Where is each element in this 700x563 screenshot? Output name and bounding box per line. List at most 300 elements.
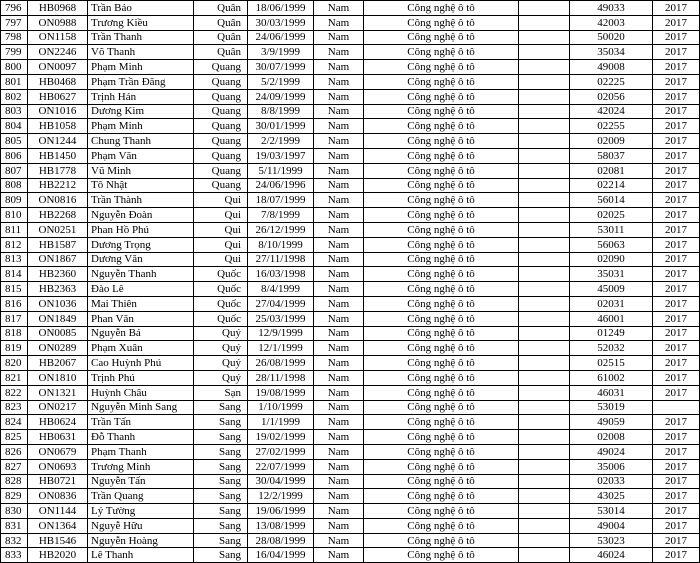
number-cell: 50020 xyxy=(570,30,653,45)
first-name-cell: Quang xyxy=(194,74,248,89)
birth-date-cell: 26/08/1999 xyxy=(248,356,314,371)
birth-date-cell: 28/11/1998 xyxy=(248,370,314,385)
table-row xyxy=(1,60,700,75)
last-name-cell: Võ Thanh xyxy=(88,45,194,60)
last-name-cell: Trần Thanh xyxy=(88,30,194,45)
last-name-cell: Dương Trọng xyxy=(88,237,194,252)
student-code-cell: ON0816 xyxy=(28,193,88,208)
last-name-cell: Trần Quang xyxy=(88,489,194,504)
gender-cell: Nam xyxy=(314,15,364,30)
student-code-cell: HB2360 xyxy=(28,267,88,282)
birth-date-cell: 18/07/1999 xyxy=(248,193,314,208)
empty-cell xyxy=(519,385,570,400)
row-number-cell: 812 xyxy=(1,237,28,252)
row-number-cell: 797 xyxy=(1,15,28,30)
number-cell: 02025 xyxy=(570,208,653,223)
year-cell: 2017 xyxy=(653,74,700,89)
table-row xyxy=(1,459,700,474)
student-code-cell: ON0836 xyxy=(28,489,88,504)
year-cell: 2017 xyxy=(653,267,700,282)
year-cell: 2017 xyxy=(653,533,700,548)
table-row xyxy=(1,119,700,134)
birth-date-cell: 30/01/1999 xyxy=(248,119,314,134)
row-number-cell: 807 xyxy=(1,163,28,178)
birth-date-cell: 8/8/1999 xyxy=(248,104,314,119)
number-cell: 02090 xyxy=(570,252,653,267)
last-name-cell: Nguyễn Minh Sang xyxy=(88,400,194,415)
row-number-cell: 798 xyxy=(1,30,28,45)
empty-cell xyxy=(519,533,570,548)
major-cell: Công nghệ ô tô xyxy=(364,444,519,459)
table-row xyxy=(1,533,700,548)
empty-cell xyxy=(519,45,570,60)
last-name-cell: Tô Nhật xyxy=(88,178,194,193)
major-cell: Công nghệ ô tô xyxy=(364,282,519,297)
birth-date-cell: 16/04/1999 xyxy=(248,548,314,563)
student-code-cell: HB2363 xyxy=(28,282,88,297)
major-cell: Công nghệ ô tô xyxy=(364,30,519,45)
table-row xyxy=(1,252,700,267)
birth-date-cell: 16/03/1998 xyxy=(248,267,314,282)
first-name-cell: Sang xyxy=(194,548,248,563)
table-row xyxy=(1,444,700,459)
year-cell: 2017 xyxy=(653,134,700,149)
student-code-cell: HB0721 xyxy=(28,474,88,489)
number-cell: 52032 xyxy=(570,341,653,356)
gender-cell: Nam xyxy=(314,222,364,237)
number-cell: 02515 xyxy=(570,356,653,371)
table-row xyxy=(1,518,700,533)
student-code-cell: HB1587 xyxy=(28,237,88,252)
birth-date-cell: 27/02/1999 xyxy=(248,444,314,459)
first-name-cell: Quốc xyxy=(194,282,248,297)
row-number-cell: 805 xyxy=(1,134,28,149)
first-name-cell: Sang xyxy=(194,430,248,445)
birth-date-cell: 18/06/1999 xyxy=(248,1,314,16)
number-cell: 43025 xyxy=(570,489,653,504)
first-name-cell: Quang xyxy=(194,104,248,119)
row-number-cell: 796 xyxy=(1,1,28,16)
major-cell: Công nghệ ô tô xyxy=(364,119,519,134)
year-cell: 2017 xyxy=(653,385,700,400)
year-cell: 2017 xyxy=(653,282,700,297)
empty-cell xyxy=(519,430,570,445)
empty-cell xyxy=(519,74,570,89)
last-name-cell: Trương Minh xyxy=(88,459,194,474)
year-cell: 2017 xyxy=(653,45,700,60)
student-code-cell: ON0679 xyxy=(28,444,88,459)
row-number-cell: 821 xyxy=(1,370,28,385)
birth-date-cell: 30/03/1999 xyxy=(248,15,314,30)
birth-date-cell: 8/10/1999 xyxy=(248,237,314,252)
row-number-cell: 828 xyxy=(1,474,28,489)
table-row xyxy=(1,163,700,178)
major-cell: Công nghệ ô tô xyxy=(364,370,519,385)
major-cell: Công nghệ ô tô xyxy=(364,193,519,208)
row-number-cell: 802 xyxy=(1,89,28,104)
number-cell: 02255 xyxy=(570,119,653,134)
last-name-cell: Vũ Minh xyxy=(88,163,194,178)
year-cell: 2017 xyxy=(653,430,700,445)
first-name-cell: Qui xyxy=(194,208,248,223)
year-cell: 2017 xyxy=(653,89,700,104)
student-code-cell: HB2212 xyxy=(28,178,88,193)
last-name-cell: Phan Hồ Phú xyxy=(88,222,194,237)
empty-cell xyxy=(519,178,570,193)
row-number-cell: 827 xyxy=(1,459,28,474)
major-cell: Công nghệ ô tô xyxy=(364,178,519,193)
gender-cell: Nam xyxy=(314,134,364,149)
birth-date-cell: 3/9/1999 xyxy=(248,45,314,60)
table-row xyxy=(1,400,700,415)
last-name-cell: Lý Tường xyxy=(88,504,194,519)
year-cell: 2017 xyxy=(653,119,700,134)
gender-cell: Nam xyxy=(314,548,364,563)
gender-cell: Nam xyxy=(314,518,364,533)
last-name-cell: Trương Kiều xyxy=(88,15,194,30)
table-row xyxy=(1,311,700,326)
year-cell: 2017 xyxy=(653,415,700,430)
year-cell: 2017 xyxy=(653,341,700,356)
last-name-cell: Dương Văn xyxy=(88,252,194,267)
student-code-cell: HB0468 xyxy=(28,74,88,89)
major-cell: Công nghệ ô tô xyxy=(364,267,519,282)
row-number-cell: 825 xyxy=(1,430,28,445)
row-number-cell: 814 xyxy=(1,267,28,282)
major-cell: Công nghệ ô tô xyxy=(364,163,519,178)
empty-cell xyxy=(519,282,570,297)
table-row xyxy=(1,193,700,208)
first-name-cell: Quốc xyxy=(194,311,248,326)
major-cell: Công nghệ ô tô xyxy=(364,60,519,75)
major-cell: Công nghệ ô tô xyxy=(364,1,519,16)
first-name-cell: Sang xyxy=(194,489,248,504)
first-name-cell: Sang xyxy=(194,533,248,548)
major-cell: Công nghệ ô tô xyxy=(364,459,519,474)
gender-cell: Nam xyxy=(314,267,364,282)
birth-date-cell: 13/08/1999 xyxy=(248,518,314,533)
major-cell: Công nghệ ô tô xyxy=(364,104,519,119)
gender-cell: Nam xyxy=(314,1,364,16)
last-name-cell: Phan Văn xyxy=(88,311,194,326)
last-name-cell: Trần Thành xyxy=(88,193,194,208)
empty-cell xyxy=(519,222,570,237)
row-number-cell: 824 xyxy=(1,415,28,430)
empty-cell xyxy=(519,15,570,30)
major-cell: Công nghệ ô tô xyxy=(364,252,519,267)
row-number-cell: 804 xyxy=(1,119,28,134)
major-cell: Công nghệ ô tô xyxy=(364,134,519,149)
first-name-cell: Sang xyxy=(194,444,248,459)
last-name-cell: Đỗ Thanh xyxy=(88,430,194,445)
table-row xyxy=(1,74,700,89)
table-row xyxy=(1,326,700,341)
student-code-cell: HB0968 xyxy=(28,1,88,16)
first-name-cell: Sạn xyxy=(194,385,248,400)
table-row xyxy=(1,385,700,400)
major-cell: Công nghệ ô tô xyxy=(364,430,519,445)
last-name-cell: Phạm Xuân xyxy=(88,341,194,356)
birth-date-cell: 7/8/1999 xyxy=(248,208,314,223)
year-cell: 2017 xyxy=(653,30,700,45)
table-row xyxy=(1,341,700,356)
student-code-cell: ON0097 xyxy=(28,60,88,75)
student-code-cell: HB0631 xyxy=(28,430,88,445)
student-code-cell: ON0289 xyxy=(28,341,88,356)
row-number-cell: 826 xyxy=(1,444,28,459)
table-row xyxy=(1,474,700,489)
birth-date-cell: 2/2/1999 xyxy=(248,134,314,149)
last-name-cell: Phạm Trần Đăng xyxy=(88,74,194,89)
row-number-cell: 803 xyxy=(1,104,28,119)
first-name-cell: Quang xyxy=(194,134,248,149)
first-name-cell: Quân xyxy=(194,1,248,16)
student-code-cell: ON1849 xyxy=(28,311,88,326)
year-cell: 2017 xyxy=(653,548,700,563)
year-cell: 2017 xyxy=(653,311,700,326)
empty-cell xyxy=(519,326,570,341)
first-name-cell: Quang xyxy=(194,178,248,193)
number-cell: 53014 xyxy=(570,504,653,519)
year-cell: 2017 xyxy=(653,163,700,178)
major-cell: Công nghệ ô tô xyxy=(364,89,519,104)
major-cell: Công nghệ ô tô xyxy=(364,474,519,489)
birth-date-cell: 26/12/1999 xyxy=(248,222,314,237)
empty-cell xyxy=(519,296,570,311)
number-cell: 53019 xyxy=(570,400,653,415)
empty-cell xyxy=(519,193,570,208)
row-number-cell: 808 xyxy=(1,178,28,193)
number-cell: 49024 xyxy=(570,444,653,459)
empty-cell xyxy=(519,252,570,267)
year-cell: 2017 xyxy=(653,237,700,252)
last-name-cell: Phạm Minh xyxy=(88,60,194,75)
year-cell: 2017 xyxy=(653,444,700,459)
student-code-cell: ON1810 xyxy=(28,370,88,385)
major-cell: Công nghệ ô tô xyxy=(364,15,519,30)
birth-date-cell: 28/08/1999 xyxy=(248,533,314,548)
empty-cell xyxy=(519,104,570,119)
first-name-cell: Qui xyxy=(194,222,248,237)
number-cell: 53011 xyxy=(570,222,653,237)
major-cell: Công nghệ ô tô xyxy=(364,504,519,519)
row-number-cell: 817 xyxy=(1,311,28,326)
number-cell: 49059 xyxy=(570,415,653,430)
number-cell: 02225 xyxy=(570,74,653,89)
first-name-cell: Sang xyxy=(194,400,248,415)
empty-cell xyxy=(519,341,570,356)
student-code-cell: ON0693 xyxy=(28,459,88,474)
number-cell: 45009 xyxy=(570,282,653,297)
empty-cell xyxy=(519,518,570,533)
number-cell: 46031 xyxy=(570,385,653,400)
empty-cell xyxy=(519,89,570,104)
row-number-cell: 833 xyxy=(1,548,28,563)
first-name-cell: Quân xyxy=(194,30,248,45)
year-cell: 2017 xyxy=(653,489,700,504)
table-row xyxy=(1,104,700,119)
major-cell: Công nghệ ô tô xyxy=(364,518,519,533)
student-code-cell: HB2268 xyxy=(28,208,88,223)
table-row xyxy=(1,134,700,149)
empty-cell xyxy=(519,134,570,149)
number-cell: 02009 xyxy=(570,134,653,149)
number-cell: 49004 xyxy=(570,518,653,533)
gender-cell: Nam xyxy=(314,237,364,252)
number-cell: 35034 xyxy=(570,45,653,60)
first-name-cell: Quý xyxy=(194,356,248,371)
major-cell: Công nghệ ô tô xyxy=(364,415,519,430)
row-number-cell: 806 xyxy=(1,148,28,163)
gender-cell: Nam xyxy=(314,415,364,430)
number-cell: 02081 xyxy=(570,163,653,178)
row-number-cell: 832 xyxy=(1,533,28,548)
student-code-cell: HB1778 xyxy=(28,163,88,178)
row-number-cell: 800 xyxy=(1,60,28,75)
gender-cell: Nam xyxy=(314,282,364,297)
row-number-cell: 810 xyxy=(1,208,28,223)
birth-date-cell: 30/07/1999 xyxy=(248,60,314,75)
first-name-cell: Qui xyxy=(194,193,248,208)
number-cell: 49008 xyxy=(570,60,653,75)
gender-cell: Nam xyxy=(314,459,364,474)
row-number-cell: 811 xyxy=(1,222,28,237)
last-name-cell: Nguyễ Hữu xyxy=(88,518,194,533)
year-cell: 2017 xyxy=(653,370,700,385)
row-number-cell: 809 xyxy=(1,193,28,208)
gender-cell: Nam xyxy=(314,326,364,341)
table-row xyxy=(1,489,700,504)
first-name-cell: Quân xyxy=(194,15,248,30)
gender-cell: Nam xyxy=(314,356,364,371)
last-name-cell: Nguyễn Đoàn xyxy=(88,208,194,223)
first-name-cell: Quang xyxy=(194,60,248,75)
row-number-cell: 830 xyxy=(1,504,28,519)
gender-cell: Nam xyxy=(314,430,364,445)
gender-cell: Nam xyxy=(314,60,364,75)
first-name-cell: Quang xyxy=(194,89,248,104)
birth-date-cell: 19/08/1999 xyxy=(248,385,314,400)
year-cell: 2017 xyxy=(653,296,700,311)
last-name-cell: Trịnh Hán xyxy=(88,89,194,104)
student-code-cell: HB2020 xyxy=(28,548,88,563)
empty-cell xyxy=(519,119,570,134)
row-number-cell: 813 xyxy=(1,252,28,267)
gender-cell: Nam xyxy=(314,474,364,489)
last-name-cell: Phạm Thanh xyxy=(88,444,194,459)
table-row xyxy=(1,208,700,223)
table-row xyxy=(1,267,700,282)
number-cell: 02008 xyxy=(570,430,653,445)
first-name-cell: Sang xyxy=(194,415,248,430)
major-cell: Công nghệ ô tô xyxy=(364,489,519,504)
gender-cell: Nam xyxy=(314,444,364,459)
birth-date-cell: 24/09/1999 xyxy=(248,89,314,104)
major-cell: Công nghệ ô tô xyxy=(364,74,519,89)
birth-date-cell: 24/06/1999 xyxy=(248,30,314,45)
number-cell: 49033 xyxy=(570,1,653,16)
birth-date-cell: 8/4/1999 xyxy=(248,282,314,297)
gender-cell: Nam xyxy=(314,370,364,385)
table-row xyxy=(1,237,700,252)
number-cell: 02214 xyxy=(570,178,653,193)
student-code-cell: HB1058 xyxy=(28,119,88,134)
major-cell: Công nghệ ô tô xyxy=(364,326,519,341)
student-code-cell: HB0624 xyxy=(28,415,88,430)
gender-cell: Nam xyxy=(314,119,364,134)
gender-cell: Nam xyxy=(314,74,364,89)
number-cell: 42003 xyxy=(570,15,653,30)
student-code-cell: ON1867 xyxy=(28,252,88,267)
row-number-cell: 823 xyxy=(1,400,28,415)
table-row xyxy=(1,45,700,60)
empty-cell xyxy=(519,400,570,415)
last-name-cell: Nguyễn Hoàng xyxy=(88,533,194,548)
major-cell: Công nghệ ô tô xyxy=(364,311,519,326)
table-row xyxy=(1,370,700,385)
birth-date-cell: 27/04/1999 xyxy=(248,296,314,311)
empty-cell xyxy=(519,148,570,163)
empty-cell xyxy=(519,163,570,178)
first-name-cell: Sang xyxy=(194,459,248,474)
number-cell: 46001 xyxy=(570,311,653,326)
empty-cell xyxy=(519,548,570,563)
major-cell: Công nghệ ô tô xyxy=(364,356,519,371)
student-code-cell: ON1144 xyxy=(28,504,88,519)
number-cell: 42024 xyxy=(570,104,653,119)
gender-cell: Nam xyxy=(314,148,364,163)
year-cell: 2017 xyxy=(653,326,700,341)
row-number-cell: 819 xyxy=(1,341,28,356)
number-cell: 02031 xyxy=(570,296,653,311)
table-body xyxy=(1,1,700,563)
empty-cell xyxy=(519,444,570,459)
table-row xyxy=(1,415,700,430)
number-cell: 02056 xyxy=(570,89,653,104)
gender-cell: Nam xyxy=(314,296,364,311)
birth-date-cell: 5/11/1999 xyxy=(248,163,314,178)
gender-cell: Nam xyxy=(314,385,364,400)
year-cell: 2017 xyxy=(653,178,700,193)
table-row xyxy=(1,148,700,163)
last-name-cell: Trần Tấn xyxy=(88,415,194,430)
student-code-cell: HB1450 xyxy=(28,148,88,163)
table-row xyxy=(1,430,700,445)
gender-cell: Nam xyxy=(314,533,364,548)
table-row xyxy=(1,30,700,45)
table-row xyxy=(1,296,700,311)
first-name-cell: Quý xyxy=(194,370,248,385)
year-cell: 2017 xyxy=(653,252,700,267)
first-name-cell: Quốc xyxy=(194,296,248,311)
student-code-cell: ON1244 xyxy=(28,134,88,149)
empty-cell xyxy=(519,356,570,371)
first-name-cell: Sang xyxy=(194,504,248,519)
student-code-cell: ON0988 xyxy=(28,15,88,30)
student-code-cell: HB0627 xyxy=(28,89,88,104)
year-cell: 2017 xyxy=(653,104,700,119)
year-cell: 2017 xyxy=(653,504,700,519)
birth-date-cell: 22/07/1999 xyxy=(248,459,314,474)
gender-cell: Nam xyxy=(314,89,364,104)
empty-cell xyxy=(519,489,570,504)
empty-cell xyxy=(519,1,570,16)
first-name-cell: Sang xyxy=(194,518,248,533)
table-row xyxy=(1,1,700,16)
first-name-cell: Quang xyxy=(194,148,248,163)
row-number-cell: 822 xyxy=(1,385,28,400)
number-cell: 01249 xyxy=(570,326,653,341)
